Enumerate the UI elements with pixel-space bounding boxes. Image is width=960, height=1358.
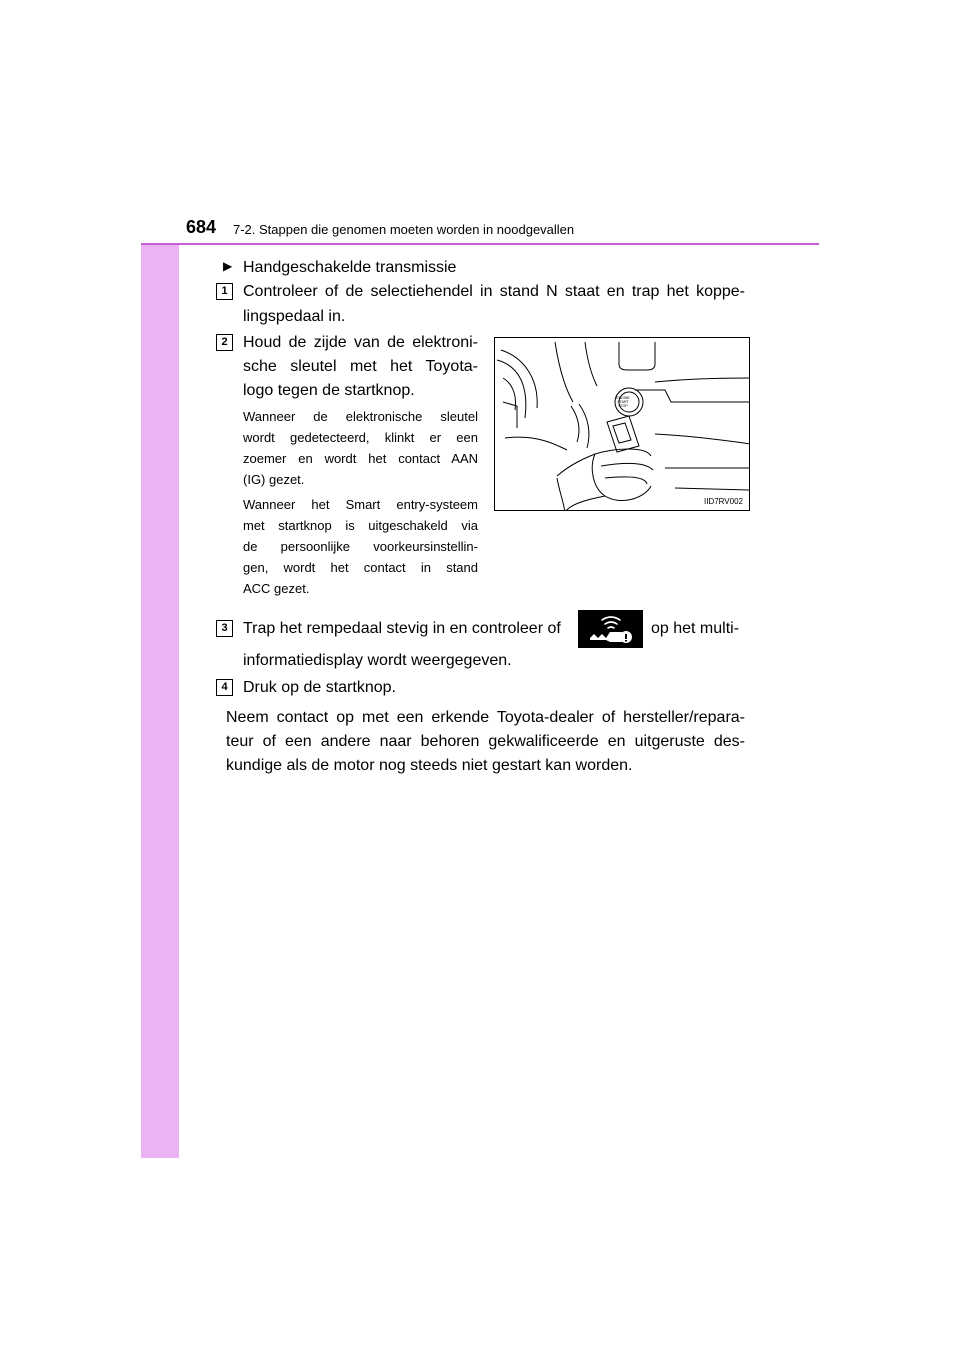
section-heading: Handgeschakelde transmissie bbox=[243, 259, 457, 276]
triangle-right-icon: ▶ bbox=[223, 259, 233, 273]
step-2-note-2-line-5: ACC gezet. bbox=[243, 581, 310, 596]
illustration-code: IID7RV002 bbox=[704, 497, 743, 506]
step-2-note-2-line-2: met startknop is uitgeschakeld via bbox=[243, 518, 478, 533]
step-2-note-1-line-4: (IG) gezet. bbox=[243, 472, 305, 487]
header-rule bbox=[141, 243, 819, 245]
step-1-line-1: Controleer of de selectiehendel in stand N staat en trap het koppe- bbox=[243, 283, 745, 300]
closing-line-2: teur of een andere naar behoren gekwalificeerde en uitgeruste des- bbox=[226, 733, 745, 750]
step-2-note-1-line-2: wordt gedetecteerd, klinkt er een bbox=[243, 430, 478, 445]
page-number: 684 bbox=[186, 217, 217, 237]
step-3-text-after-icon: op het multi- bbox=[651, 620, 740, 637]
step-2-note-2-line-4: gen, wordt het contact in stand bbox=[243, 560, 478, 575]
step-2-line-3: logo tegen de startknop. bbox=[243, 382, 415, 399]
page-sidebar-tab bbox=[141, 196, 179, 1158]
step-1-line-2: lingspedaal in. bbox=[243, 308, 346, 325]
step-4-line-1: Druk op de startknop. bbox=[243, 679, 396, 696]
step-2-line-1: Houd de zijde van de elektroni- bbox=[243, 334, 478, 351]
start-button-illustration bbox=[494, 337, 750, 511]
step-number-2: 2 bbox=[216, 334, 233, 351]
closing-line-3: kundige als de motor nog steeds niet gestart kan worden. bbox=[226, 757, 633, 774]
button-text-engine: ENGINE bbox=[616, 396, 630, 400]
closing-line-1: Neem contact op met een erkende Toyota-dealer of hersteller/repara- bbox=[226, 709, 745, 726]
step-3-text-before-icon: Trap het rempedaal stevig in en controleer of bbox=[243, 620, 561, 637]
step-number-3: 3 bbox=[216, 620, 233, 637]
step-number-4: 4 bbox=[216, 679, 233, 696]
chapter-title: 7-2. Stappen die genomen moeten worden in noodgevallen bbox=[233, 222, 575, 237]
step-2-note-2-line-1: Wanneer het Smart entry-systeem bbox=[243, 497, 478, 512]
step-2-note-1-line-1: Wanneer de elektronische sleutel bbox=[243, 409, 478, 424]
illustration-drawing bbox=[495, 338, 750, 511]
step-2-line-2: sche sleutel met het Toyota- bbox=[243, 358, 478, 375]
step-number-1: 1 bbox=[216, 283, 233, 300]
button-text-start: START bbox=[617, 400, 629, 404]
step-3-line-2: informatiedisplay wordt weergegeven. bbox=[243, 652, 512, 669]
smart-key-indicator-icon bbox=[578, 610, 643, 648]
step-2-note-2-line-3: de persoonlijke voorkeursinstellin- bbox=[243, 539, 478, 554]
button-text-stop: STOP bbox=[618, 404, 628, 408]
step-2-note-1-line-3: zoemer en wordt het contact AAN bbox=[243, 451, 478, 466]
